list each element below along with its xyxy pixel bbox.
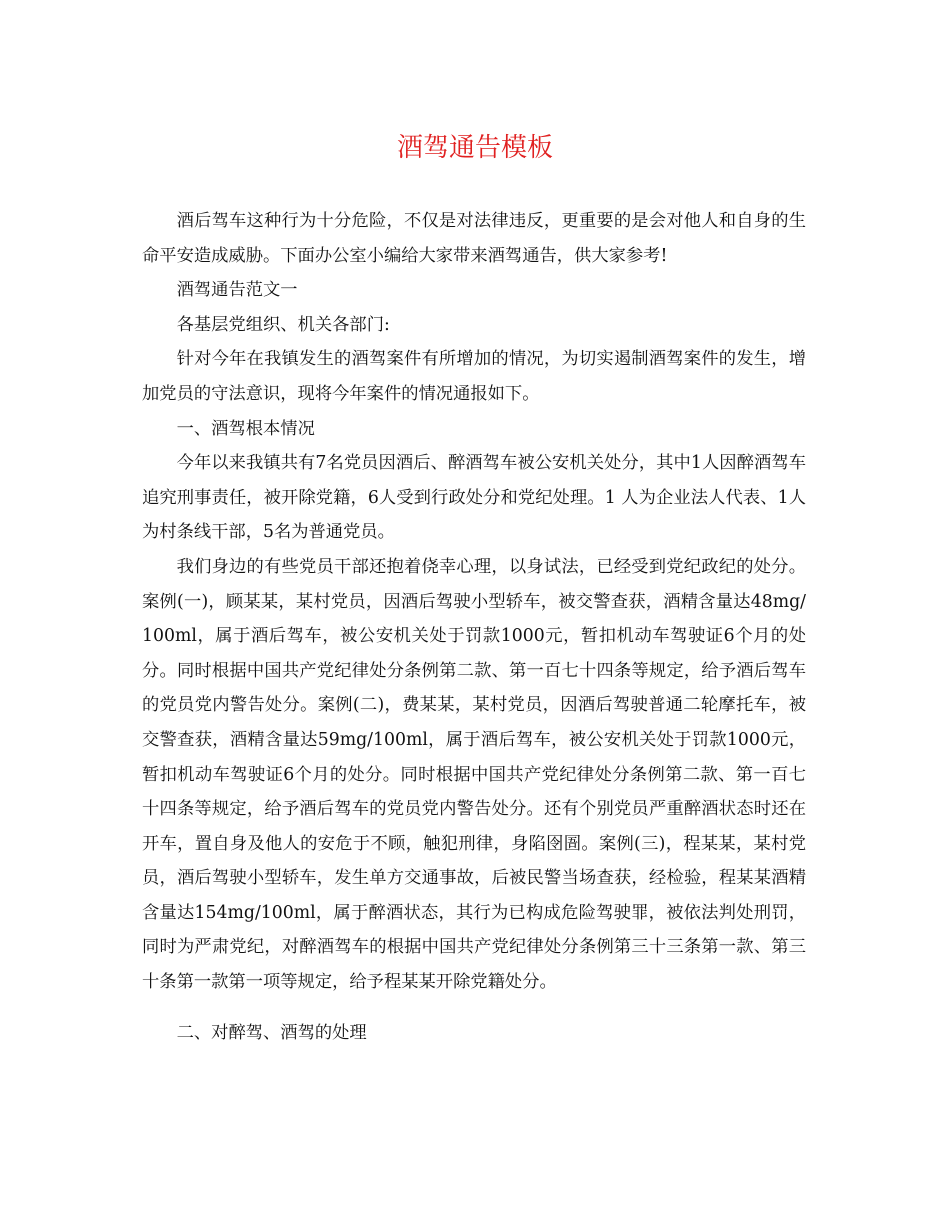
section-heading-2: 二、对醉驾、酒驾的处理 xyxy=(176,1022,367,1043)
sample-heading: 酒驾通告范文一 xyxy=(176,280,298,301)
cases-paragraph: 我们身边的有些党员干部还抱着侥幸心理，以身试法，已经受到党纪政纪的处分。案例(一)，顾某某，某村党员，因酒后驾驶小型轿车，被交警查获，酒精含量达48mg/100ml，属于酒后驾车，被公安机关处于罚款1000元，暂扣机动车驾驶证6个月的处分。同时根据中国共产党纪律处分条例第二款、第一百七十四条等规定，给予酒后驾车的党员党内警告处分。案例(二)，费某某，某村党员，因酒后驾驶普通二轮摩托车，被交警查获，酒精含量达59mg/100ml，属于酒后驾车，被公安机关处于罚款1000元，暂扣机动车驾驶证6个月的处分。同时根据中国共产党纪律处分条例第二款、第一百七十四条等规定，给予酒后驾车的党员党内警告处分。还有个别党员严重醉酒状态时还在开车，置自身及他人的安危于不顾，触犯刑律，身陷囹圄。案例(三)，程某某，某村党员，酒后驾驶小型轿车，发生单方交通事故，后被民警当场查获，经检验，程某某酒精含量达154mg/100ml，属于醉酒状态，其行为已构成危险驾驶罪，被依法判处刑罚，同时为严肃党纪，对醉酒驾车的根据中国共产党纪律处分条例第三十三条第一款、第三十条第一款第一项等规定，给予程某某开除党籍处分。 xyxy=(142,556,806,993)
intro-paragraph: 酒后驾车这种行为十分危险，不仅是对法律违反，更重要的是会对他人和自身的生命平安造成威胁。下面办公室小编给大家带来酒驾通告，供大家参考! xyxy=(142,211,806,266)
summary-paragraph: 今年以来我镇共有7名党员因酒后、醉酒驾车被公安机关处分，其中1人因醉酒驾车追究刑事责任，被开除党籍，6人受到行政处分和党纪处理。1 人为企业法人代表、1人为村条线干部，5名为普通党员。 xyxy=(142,453,806,543)
salutation: 各基层党组织、机关各部门: xyxy=(176,314,390,335)
document-title: 酒驾通告模板 xyxy=(396,133,553,163)
document-body xyxy=(142,204,806,1050)
purpose-paragraph: 针对今年在我镇发生的酒驾案件有所增加的情况，为切实遏制酒驾案件的发生，增加党员的守法意识，现将今年案件的情况通报如下。 xyxy=(142,349,806,404)
section-heading-1: 一、酒驾根本情况 xyxy=(176,418,315,439)
